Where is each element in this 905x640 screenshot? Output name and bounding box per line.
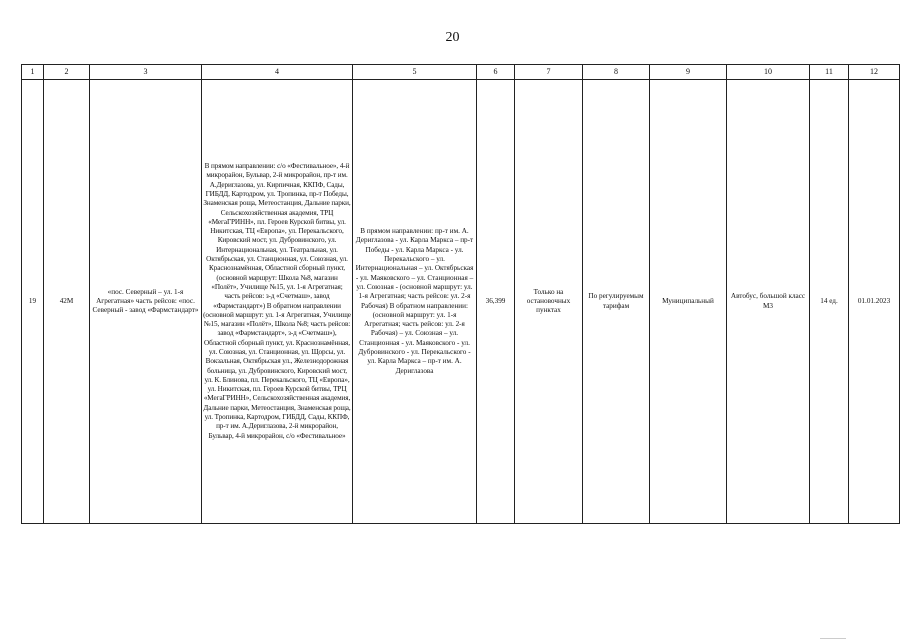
route-stops-list: В прямом направлении: с/о «Фестивальное», 4-й микрорайон, Бульвар, 2-й микрорайон, пр-т им. А.Дериглазова, ул. Кирпичная, ККПФ, Сады, ГИБДД, Картодром, ул. Тропинка, пр-т Победы, Знаменская роща, Метеостанция, Дальние парки, Сельскохозяйственная академия, ТРЦ «МегаГРИНН», пл. Героев Курской битвы, ул. Никитская, ТЦ «Европа», ул. Перекальского, Кировский мост, ул. Дубровинского, ул. Интернациональная, ул. Театральная, ул. Октябрьская, ул. Станционная, ул. Союзная, ул. Краснознамённая, Областной сборный пункт, (основной маршрут: Школа №8, магазин «Полёт», Училище №15, ул. 1-я Агрегатная; часть рейсов: з-д «Счетмаш», завод «Фармстандарт») В обратном направлении (основной маршрут: ул. 1-я Агрегатная, Училище №15, магазин «Полёт», Школа №8; часть рейсов: завод «Фармстандарт», з-д «Счетмаш»), Областной сборный пункт, ул. Краснознамённая, ул. Союзная, ул. Станционная, ул. Щорсы, ул. Вокзальная, Октябрьская ул., Железнодорожная больница, ул. Дубровинского, Кировский мост, ул. К. Блинова, пл. Перекальского, ТЦ «Европа», ул. Никитская, пл. Героев Курской битвы, ТРЦ «МегаГРИНН», Сельскохозяйственная академия, Дальние парки, Метеостанция, Знаменская роща, ул. Тропинка, Картодром, ГИБДД, Сады, ККПФ, пр-т им. А.Дериглазова, 2-й микрорайон, Бульвар, 4-й микрорайон, с/о «Фестивальное»	[202, 80, 353, 524]
col-header: 1	[22, 65, 44, 80]
col-header: 12	[849, 65, 900, 80]
col-header: 7	[515, 65, 583, 80]
boarding-rule: Только на остановочных пунктах	[515, 80, 583, 524]
col-header: 9	[650, 65, 727, 80]
tariff-type: По регулируемым тарифам	[583, 80, 650, 524]
route-code: 42М	[44, 80, 90, 524]
col-header: 4	[202, 65, 353, 80]
route-table	[21, 64, 900, 524]
col-header: 3	[90, 65, 202, 80]
col-header: 10	[727, 65, 810, 80]
route-name: «пос. Северный – ул. 1-я Агрегатная» часть рейсов: «пос. Северный - завод «Фармстандарт»	[90, 80, 202, 524]
table-row	[22, 80, 900, 524]
vehicle-class: Автобус, большой класс М3	[727, 80, 810, 524]
row-number: 19	[22, 80, 44, 524]
route-path: В прямом направлении: пр-т им. А. Дериглазова - ул. Карла Маркса – пр-т Победы - ул. Карла Маркса - ул. Перекальского – ул. Интернациональная – ул. Октябрьская - ул. Маяковского – ул. Станционная – ул. Союзная - (основной маршрут: ул. 1-я Агрегатная; часть рейсов: ул. 2-я Рабочая) В обратном направлении: (основной маршрут: ул. 1-я Агрегатная; часть рейсов: ул. 2-я Рабочая) – ул. Союзная – ул. Станционная - ул. Маяковского - ул. Дубровинского - ул. Перекальского - ул. Карла Маркса – пр-т им. А. Дериглазова	[353, 80, 477, 524]
route-length: 36,399	[477, 80, 515, 524]
vehicle-count: 14 ед.	[810, 80, 849, 524]
table-header-row	[22, 65, 900, 80]
page-number: 20	[445, 30, 460, 45]
route-type: Муниципальный	[650, 80, 727, 524]
col-header: 5	[353, 65, 477, 80]
col-header: 11	[810, 65, 849, 80]
start-date: 01.01.2023	[849, 80, 900, 524]
col-header: 8	[583, 65, 650, 80]
scan-edge-line	[820, 628, 846, 639]
col-header: 6	[477, 65, 515, 80]
col-header: 2	[44, 65, 90, 80]
